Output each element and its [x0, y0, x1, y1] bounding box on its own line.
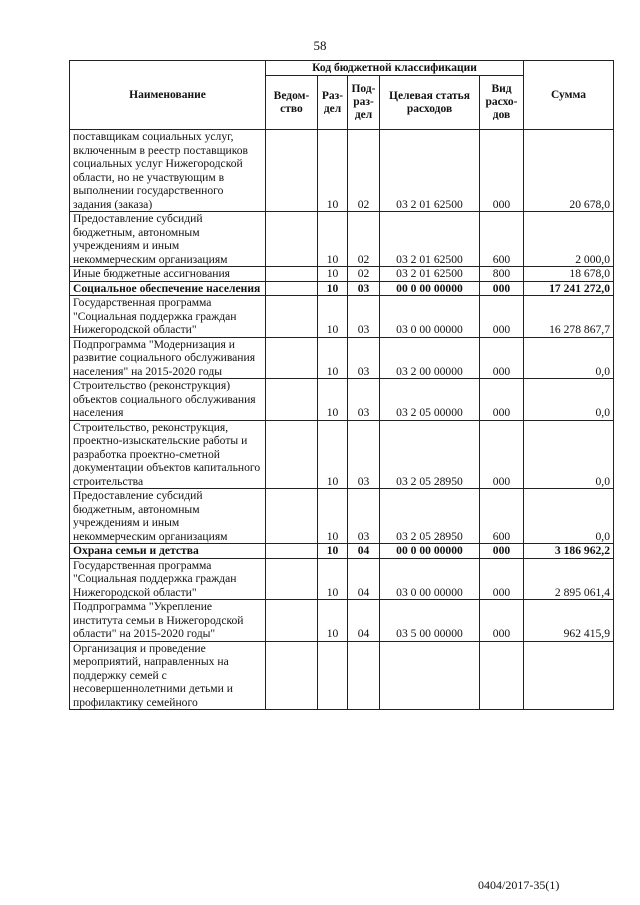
row-vid-raskhodov — [480, 641, 524, 710]
row-vedomstvo — [266, 641, 318, 710]
budget-table — [69, 60, 614, 710]
row-name: поставщикам социальных услуг, включенным в реестр поставщиков социальных услуг Нижегородской области, но не участвующим в выполнении государственного задания (заказа) — [70, 130, 266, 212]
row-name: Подпрограмма "Модернизация и развитие социального обслуживания населения" на 2015-2020 годы — [70, 337, 266, 379]
row-vedomstvo — [266, 600, 318, 642]
row-podrazdel: 03 — [348, 296, 380, 338]
row-name: Подпрограмма "Укрепление института семьи в Нижегородской области" на 2015-2020 годы" — [70, 600, 266, 642]
table-row — [70, 544, 614, 559]
row-name: Охрана семьи и детства — [70, 544, 266, 559]
header-vedomstvo: Ведом-ство — [266, 76, 318, 130]
row-name: Государственная программа "Социальная поддержка граждан Нижегородской области" — [70, 296, 266, 338]
table-row — [70, 641, 614, 710]
row-podrazdel: 02 — [348, 130, 380, 212]
row-sum: 16 278 867,7 — [524, 296, 614, 338]
row-razdel: 10 — [318, 212, 348, 267]
row-razdel: 10 — [318, 337, 348, 379]
table-row — [70, 281, 614, 296]
header-podrazdel: Под-раз-дел — [348, 76, 380, 130]
row-vedomstvo — [266, 489, 318, 544]
row-vedomstvo — [266, 212, 318, 267]
row-razdel: 10 — [318, 489, 348, 544]
row-tselevaya-statya: 03 2 01 62500 — [380, 267, 480, 282]
row-podrazdel — [348, 641, 380, 710]
row-vid-raskhodov: 600 — [480, 212, 524, 267]
row-name: Предоставление субсидий бюджетным, автономным учреждениям и иным некоммерческим организациям — [70, 212, 266, 267]
row-podrazdel: 02 — [348, 267, 380, 282]
row-sum: 17 241 272,0 — [524, 281, 614, 296]
row-podrazdel: 03 — [348, 281, 380, 296]
header-tselevaya-statya: Целевая статья расходов — [380, 76, 480, 130]
row-name: Организация и проведение мероприятий, направленных на поддержку семей с несовершеннолетними детьми и профилактику семейного — [70, 641, 266, 710]
row-vedomstvo — [266, 544, 318, 559]
row-vedomstvo — [266, 558, 318, 600]
row-podrazdel: 02 — [348, 212, 380, 267]
table-row — [70, 600, 614, 642]
row-sum: 18 678,0 — [524, 267, 614, 282]
table-row — [70, 379, 614, 421]
row-name: Социальное обеспечение населения — [70, 281, 266, 296]
row-vid-raskhodov: 000 — [480, 558, 524, 600]
row-vedomstvo — [266, 267, 318, 282]
row-vid-raskhodov: 000 — [480, 544, 524, 559]
row-tselevaya-statya: 03 2 01 62500 — [380, 130, 480, 212]
row-razdel — [318, 641, 348, 710]
row-sum: 0,0 — [524, 420, 614, 489]
row-razdel: 10 — [318, 296, 348, 338]
row-name: Государственная программа "Социальная поддержка граждан Нижегородской области" — [70, 558, 266, 600]
row-vedomstvo — [266, 130, 318, 212]
header-sum: Сумма — [524, 61, 614, 130]
page-number: 58 — [313, 38, 327, 53]
row-vedomstvo — [266, 379, 318, 421]
row-razdel: 10 — [318, 379, 348, 421]
row-podrazdel: 03 — [348, 337, 380, 379]
row-tselevaya-statya — [380, 641, 480, 710]
row-podrazdel: 04 — [348, 558, 380, 600]
row-vedomstvo — [266, 420, 318, 489]
row-podrazdel: 04 — [348, 600, 380, 642]
row-tselevaya-statya: 03 2 00 00000 — [380, 337, 480, 379]
table-row — [70, 558, 614, 600]
row-vedomstvo — [266, 337, 318, 379]
row-tselevaya-statya: 03 2 05 00000 — [380, 379, 480, 421]
row-vid-raskhodov: 800 — [480, 267, 524, 282]
table-row — [70, 130, 614, 212]
table-row — [70, 267, 614, 282]
table-row — [70, 212, 614, 267]
row-podrazdel: 04 — [348, 544, 380, 559]
row-razdel: 10 — [318, 544, 348, 559]
row-name: Строительство (реконструкция) объектов социального обслуживания населения — [70, 379, 266, 421]
row-tselevaya-statya: 00 0 00 00000 — [380, 281, 480, 296]
row-razdel: 10 — [318, 558, 348, 600]
row-vid-raskhodov: 600 — [480, 489, 524, 544]
table-row — [70, 296, 614, 338]
row-vid-raskhodov: 000 — [480, 281, 524, 296]
row-vedomstvo — [266, 296, 318, 338]
header-classification-code: Код бюджетной классификации — [266, 61, 524, 76]
row-podrazdel: 03 — [348, 489, 380, 544]
row-razdel: 10 — [318, 600, 348, 642]
row-name: Иные бюджетные ассигнования — [70, 267, 266, 282]
header-razdel: Раз-дел — [318, 76, 348, 130]
row-vedomstvo — [266, 281, 318, 296]
row-podrazdel: 03 — [348, 379, 380, 421]
row-tselevaya-statya: 03 0 00 00000 — [380, 558, 480, 600]
row-vid-raskhodov: 000 — [480, 337, 524, 379]
header-vid-raskhodov: Вид расхо-дов — [480, 76, 524, 130]
row-name: Предоставление субсидий бюджетным, автономным учреждениям и иным некоммерческим организациям — [70, 489, 266, 544]
row-tselevaya-statya: 03 2 01 62500 — [380, 212, 480, 267]
row-razdel: 10 — [318, 267, 348, 282]
table-body — [70, 130, 614, 710]
row-vid-raskhodov: 000 — [480, 296, 524, 338]
row-sum: 2 000,0 — [524, 212, 614, 267]
document-code: 0404/2017-35(1) — [478, 878, 560, 892]
row-vid-raskhodov: 000 — [480, 379, 524, 421]
row-vid-raskhodov: 000 — [480, 600, 524, 642]
row-sum: 2 895 061,4 — [524, 558, 614, 600]
row-tselevaya-statya: 00 0 00 00000 — [380, 544, 480, 559]
row-sum: 0,0 — [524, 337, 614, 379]
table-row — [70, 489, 614, 544]
row-podrazdel: 03 — [348, 420, 380, 489]
row-vid-raskhodov: 000 — [480, 130, 524, 212]
header-name: Наименование — [70, 61, 266, 130]
table-row — [70, 420, 614, 489]
row-sum: 0,0 — [524, 379, 614, 421]
row-razdel: 10 — [318, 281, 348, 296]
row-vid-raskhodov: 000 — [480, 420, 524, 489]
row-tselevaya-statya: 03 2 05 28950 — [380, 489, 480, 544]
table-row — [70, 337, 614, 379]
row-sum: 20 678,0 — [524, 130, 614, 212]
row-tselevaya-statya: 03 5 00 00000 — [380, 600, 480, 642]
row-sum: 0,0 — [524, 489, 614, 544]
row-razdel: 10 — [318, 420, 348, 489]
row-name: Строительство, реконструкция, проектно-изыскательские работы и разработка проектно-сметной документации объектов капитального строительства — [70, 420, 266, 489]
row-sum — [524, 641, 614, 710]
row-sum: 3 186 962,2 — [524, 544, 614, 559]
row-tselevaya-statya: 03 2 05 28950 — [380, 420, 480, 489]
row-tselevaya-statya: 03 0 00 00000 — [380, 296, 480, 338]
row-sum: 962 415,9 — [524, 600, 614, 642]
row-razdel: 10 — [318, 130, 348, 212]
